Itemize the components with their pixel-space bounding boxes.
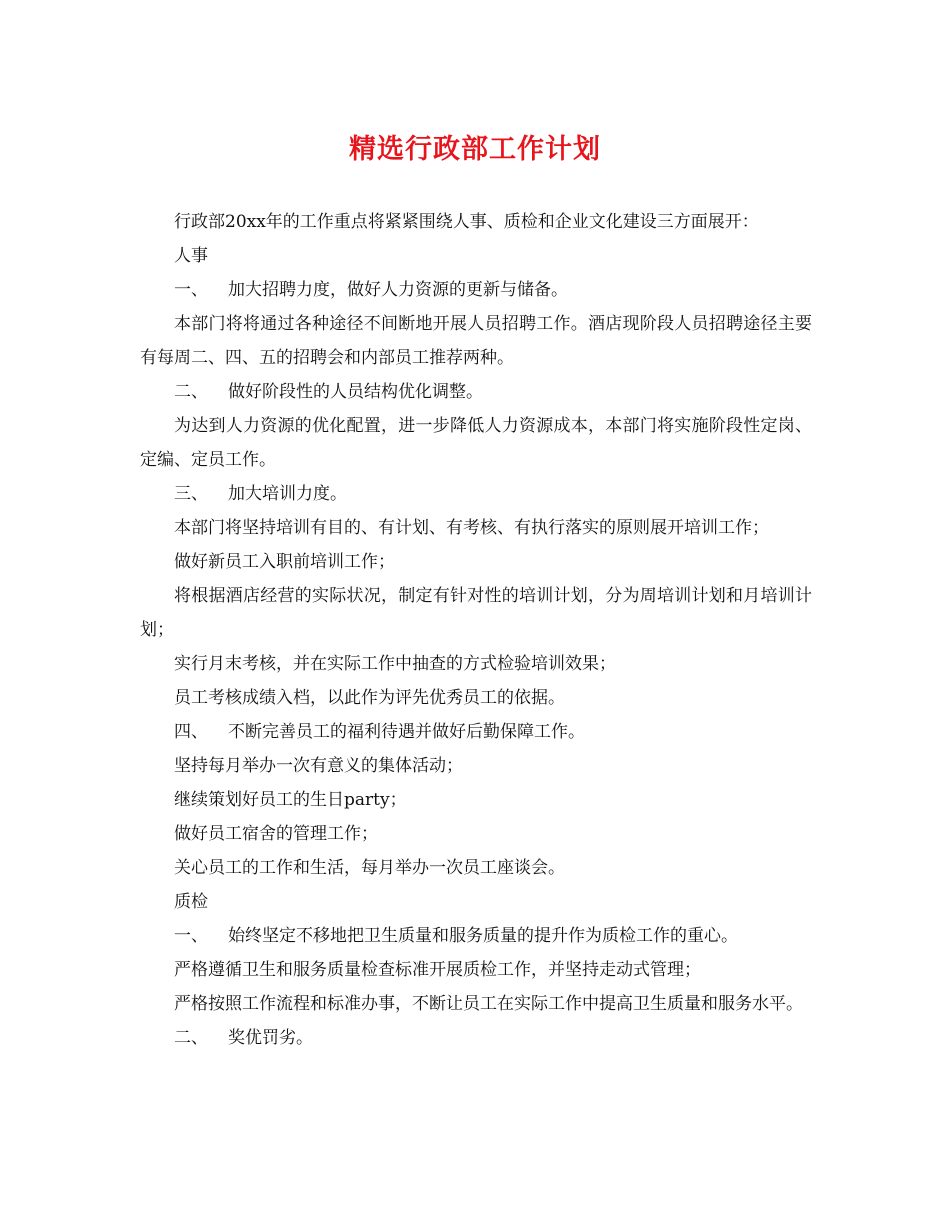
paragraph-number: 二、 (174, 382, 208, 402)
paragraph-text: 加大招聘力度，做好人力资源的更新与储备。 (228, 280, 568, 300)
paragraph-text: 本部门将将通过各种途径不间断地开展人员招聘工作。酒店现阶段人员招聘途径主要有每周二、四、五的招聘会和内部员工推荐两种。 (140, 314, 812, 368)
paragraph-text: 为达到人力资源的优化配置，进一步降低人力资源成本，本部门将实施阶段性定岗、定编、定员工作。 (140, 416, 812, 470)
body-paragraph (140, 647, 812, 681)
numbered-paragraph (140, 1021, 812, 1055)
body-paragraph (140, 783, 812, 817)
paragraph-text: 做好阶段性的人员结构优化调整。 (228, 382, 483, 402)
body-paragraph (140, 987, 812, 1021)
paragraph-text: 质检 (174, 892, 208, 912)
body-paragraph (140, 579, 812, 647)
numbered-paragraph (140, 919, 812, 953)
numbered-paragraph (140, 375, 812, 409)
paragraph-number: 四、 (174, 722, 208, 742)
paragraph-text: 不断完善员工的福利待遇并做好后勤保障工作。 (228, 722, 585, 742)
document-body (140, 205, 812, 1055)
paragraph-text: 加大培训力度。 (228, 484, 347, 504)
body-paragraph (140, 307, 812, 375)
paragraph-text: 始终坚定不移地把卫生质量和服务质量的提升作为质检工作的重心。 (228, 926, 738, 946)
body-paragraph (140, 239, 812, 273)
paragraph-text: 关心员工的工作和生活，每月举办一次员工座谈会。 (174, 858, 565, 878)
paragraph-number: 二、 (174, 1028, 208, 1048)
paragraph-text: 严格遵循卫生和服务质量检查标准开展质检工作，并坚持走动式管理； (174, 960, 701, 980)
body-paragraph (140, 885, 812, 919)
paragraph-text: 将根据酒店经营的实际状况，制定有针对性的培训计划，分为周培训计划和月培训计划； (140, 586, 812, 640)
paragraph-text: 员工考核成绩入档，以此作为评先优秀员工的依据。 (174, 688, 565, 708)
paragraph-number: 一、 (174, 280, 208, 300)
body-paragraph (140, 511, 812, 545)
document-title: 精选行政部工作计划 (349, 134, 601, 165)
body-paragraph (140, 749, 812, 783)
numbered-paragraph (140, 715, 812, 749)
numbered-paragraph (140, 477, 812, 511)
body-paragraph (140, 681, 812, 715)
paragraph-text: 做好新员工入职前培训工作； (174, 552, 395, 572)
paragraph-text: 坚持每月举办一次有意义的集体活动； (174, 756, 463, 776)
paragraph-text: 人事 (174, 246, 208, 266)
body-paragraph (140, 409, 812, 477)
body-paragraph (140, 205, 812, 239)
paragraph-text: 行政部20xx年的工作重点将紧紧围绕人事、质检和企业文化建设三方面展开： (174, 212, 759, 232)
paragraph-text: 实行月末考核，并在实际工作中抽查的方式检验培训效果； (174, 654, 616, 674)
paragraph-text: 严格按照工作流程和标准办事，不断让员工在实际工作中提高卫生质量和服务水平。 (174, 994, 803, 1014)
paragraph-text: 做好员工宿舍的管理工作； (174, 824, 378, 844)
body-paragraph (140, 851, 812, 885)
body-paragraph (140, 817, 812, 851)
paragraph-text: 奖优罚劣。 (228, 1028, 313, 1048)
paragraph-text: 继续策划好员工的生日party； (174, 790, 407, 810)
paragraph-number: 三、 (174, 484, 208, 504)
body-paragraph (140, 953, 812, 987)
numbered-paragraph (140, 273, 812, 307)
paragraph-number: 一、 (174, 926, 208, 946)
paragraph-text: 本部门将坚持培训有目的、有计划、有考核、有执行落实的原则展开培训工作； (174, 518, 769, 538)
body-paragraph (140, 545, 812, 579)
